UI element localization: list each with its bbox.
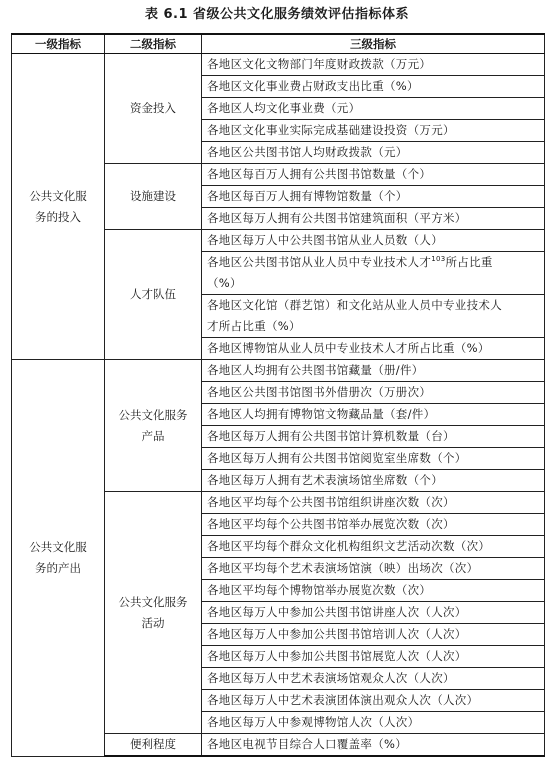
level3-cell: 各地区博物馆从业人员中专业技术人才所占比重（%）: [202, 338, 545, 360]
level2-cell-funding: [105, 54, 202, 164]
level1-label: 务的投入: [35, 209, 81, 224]
indicator-table: [11, 33, 545, 757]
level3-cell: 各地区人均文化事业费（元）: [202, 98, 545, 120]
level2-cell-convenience: [105, 734, 202, 757]
level3-cell: 各地区公共图书馆人均财政拨款（元）: [202, 142, 545, 164]
table-row: [12, 360, 545, 382]
level3-cell: 各地区每万人中艺术表演团体演出观众人次（人次）: [202, 690, 545, 712]
level1-cell-input: [12, 54, 105, 360]
footnote-ref: 103: [431, 255, 446, 264]
level3-text: （%）: [207, 276, 242, 290]
level2-cell-talent: [105, 230, 202, 360]
level2-label: 人才队伍: [130, 287, 176, 301]
header-level3: 三级指标: [202, 34, 545, 54]
level3-text: 才所占比重（%）: [207, 319, 301, 333]
level3-cell: 各地区每万人中参观博物馆人次（人次）: [202, 712, 545, 734]
level3-cell: 各地区平均每个公共图书馆组织讲座次数（次）: [202, 492, 545, 514]
level3-cell: [202, 252, 545, 295]
header-level1: 一级指标: [12, 34, 105, 54]
table-row: [12, 54, 545, 76]
table-title: 表 6.1 省级公共文化服务绩效评估指标体系: [144, 7, 410, 22]
level2-cell-activities: [105, 492, 202, 734]
level3-cell: 各地区每百万人拥有博物馆数量（个）: [202, 186, 545, 208]
level3-cell: 各地区文化事业实际完成基础建设投资（万元）: [202, 120, 545, 142]
level3-cell: 各地区每万人拥有公共图书馆建筑面积（平方米）: [202, 208, 545, 230]
level3-cell: 各地区人均拥有博物馆文物藏品量（套/件）: [202, 404, 545, 426]
level2-label: 便利程度: [130, 737, 176, 751]
level3-cell: 各地区每万人中艺术表演场馆观众人次（人次）: [202, 668, 545, 690]
level1-label: 务的产出: [35, 560, 81, 575]
level1-cell-output: [12, 360, 105, 757]
level3-cell: 各地区平均每个博物馆举办展览次数（次）: [202, 580, 545, 602]
level2-label: 设施建设: [130, 189, 176, 203]
level3-text: 所占比重: [445, 255, 493, 269]
level2-cell-facilities: [105, 164, 202, 230]
level2-cell-products: [105, 360, 202, 492]
level3-cell: [202, 295, 545, 338]
header-level2: 二级指标: [105, 34, 202, 54]
level3-cell: 各地区每万人拥有艺术表演场馆坐席数（个）: [202, 470, 545, 492]
level3-cell: 各地区文化事业费占财政支出比重（%）: [202, 76, 545, 98]
level3-cell: 各地区公共图书馆图书外借册次（万册次）: [202, 382, 545, 404]
level3-cell: 各地区文化文物部门年度财政拨款（万元）: [202, 54, 545, 76]
level2-label: 活动: [141, 615, 165, 630]
level3-cell: 各地区每万人中参加公共图书馆讲座人次（人次）: [202, 602, 545, 624]
level3-cell: 各地区人均拥有公共图书馆藏量（册/件）: [202, 360, 545, 382]
level2-label: 资金投入: [130, 101, 176, 115]
level3-cell: 各地区每万人拥有公共图书馆计算机数量（台）: [202, 426, 545, 448]
table-header-row: [12, 34, 545, 54]
level2-label: 公共文化服务: [118, 407, 188, 422]
level3-cell: 各地区电视节目综合人口覆盖率（%）: [202, 734, 545, 757]
level3-cell: 各地区每万人拥有公共图书馆阅览室坐席数（个）: [202, 448, 545, 470]
level2-label: 公共文化服务: [118, 594, 188, 609]
level3-cell: 各地区平均每个艺术表演场馆演（映）出场次（次）: [202, 558, 545, 580]
level3-cell: 各地区每万人中公共图书馆从业人员数（人）: [202, 230, 545, 252]
level3-text: 各地区公共图书馆从业人员中专业技术人才: [207, 255, 432, 269]
level3-text: 各地区文化馆（群艺馆）和文化站从业人员中专业技术人: [207, 298, 502, 312]
level3-cell: 各地区每万人中参加公共图书馆培训人次（人次）: [202, 624, 545, 646]
level1-label: 公共文化服: [29, 188, 87, 203]
level1-label: 公共文化服: [29, 539, 87, 554]
level3-cell: 各地区平均每个群众文化机构组织文艺活动次数（次）: [202, 536, 545, 558]
level3-cell: 各地区平均每个公共图书馆举办展览次数（次）: [202, 514, 545, 536]
level3-cell: 各地区每百万人拥有公共图书馆数量（个）: [202, 164, 545, 186]
level3-cell: 各地区每万人中参加公共图书馆展览人次（人次）: [202, 646, 545, 668]
level2-label: 产品: [141, 428, 165, 443]
